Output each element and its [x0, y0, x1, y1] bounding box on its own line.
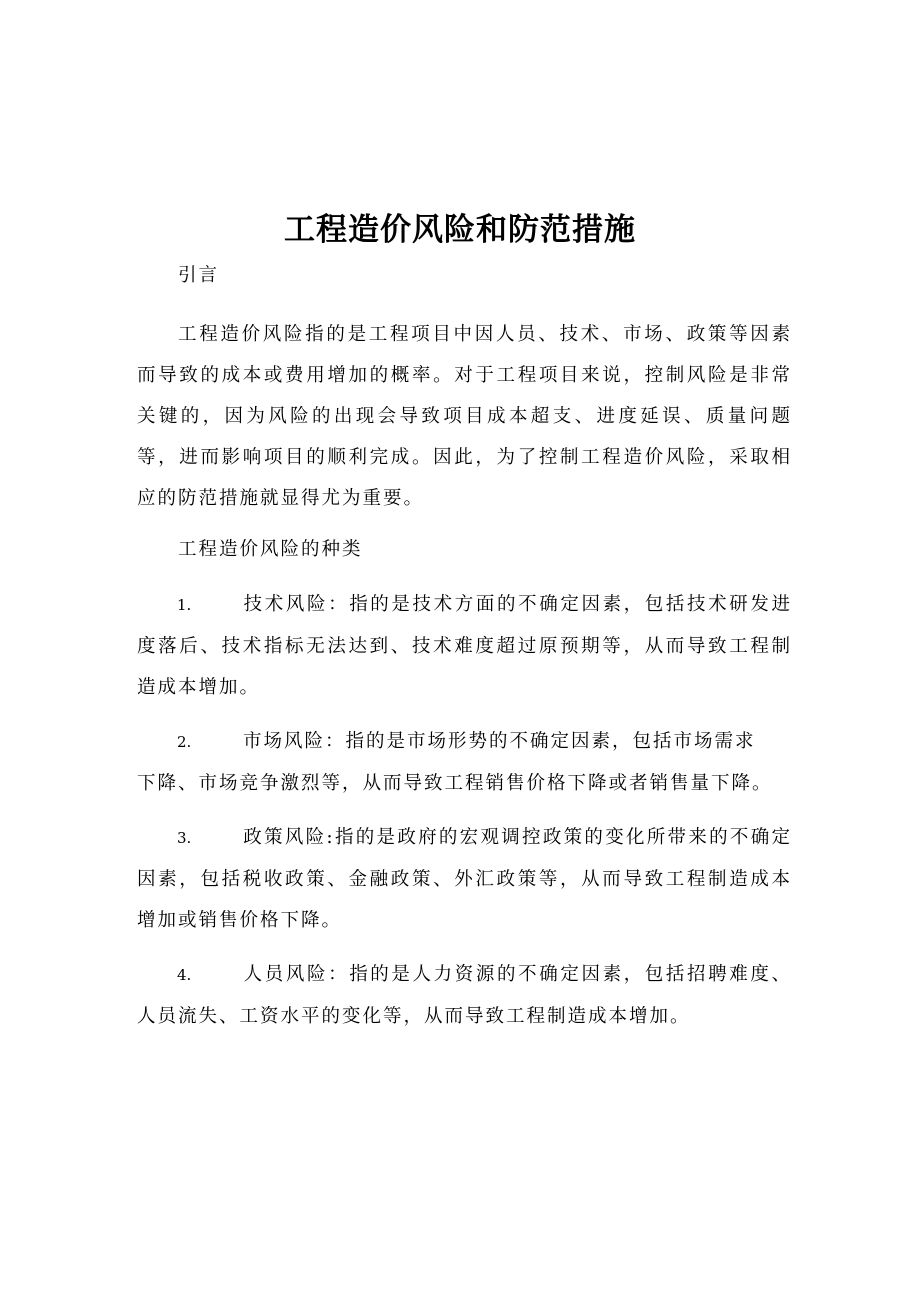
- list-item-number: 1.: [177, 596, 192, 614]
- list-item-text: 人员风险：指的是人力资源的不确定因素，包括招聘难度、人员流失、工资水平的变化等，从而导致工程制造成本增加。: [137, 964, 792, 1027]
- list-item-policy: [137, 817, 792, 941]
- list-item-personnel: [137, 954, 792, 1037]
- list-item-text: 市场风险：指的是市场形势的不确定因素，包括市场需求: [243, 731, 756, 752]
- list-item-technology: [137, 584, 792, 708]
- list-item-text-continued: 下降、市场竞争激烈等，从而导致工程销售价格下降或者销售量下降。: [137, 773, 773, 794]
- intro-paragraph: 工程造价风险指的是工程项目中因人员、技术、市场、政策等因素而导致的成本或费用增加的概率。对于工程项目来说，控制风险是非常关键的，因为风险的出现会导致项目成本超支、进度延误、质量问题等，进而影响项目的顺利完成。因此，为了控制工程造价风险，采取相应的防范措施就显得尤为重要。: [137, 324, 792, 509]
- list-item-line: [137, 721, 792, 763]
- list-item-number: 3.: [177, 829, 192, 847]
- list-item-number: 2.: [177, 733, 192, 751]
- list-item-text: 技术风险：指的是技术方面的不确定因素，包括技术研发进度落后、技术指标无法达到、技术难度超过原预期等，从而导致工程制造成本增加。: [137, 594, 792, 698]
- intro-heading: 引言: [178, 265, 220, 286]
- document-title: 工程造价风险和防范措施: [284, 212, 636, 248]
- list-item-number: 4.: [177, 966, 192, 984]
- list-item-text: 政策风险:指的是政府的宏观调控政策的变化所带来的不确定因素，包括税收政策、金融政策、外汇政策等，从而导致工程制造成本增加或销售价格下降。: [137, 827, 792, 931]
- types-heading: 工程造价风险的种类: [178, 539, 363, 560]
- list-item-market: [137, 721, 792, 804]
